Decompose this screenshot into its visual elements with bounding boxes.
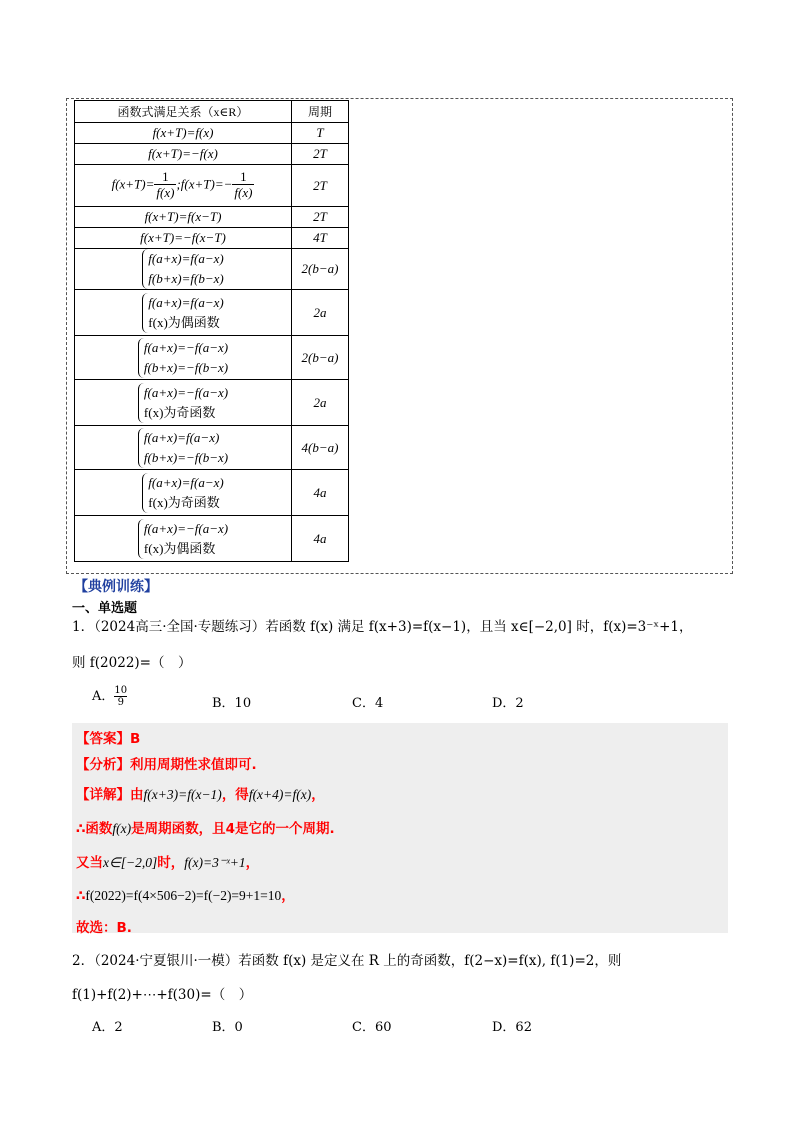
question-1-line-2: 则 f(2022)=（ ）: [72, 655, 192, 671]
choice-d[interactable]: D．2: [492, 696, 524, 711]
relation-cell: f(a+x)=−f(a−x) f(x)为奇函数: [75, 380, 292, 426]
relation-cell: f(a+x)=f(a−x) f(b+x)=f(b−x): [75, 249, 292, 290]
answer-line: 【答案】B: [76, 731, 141, 747]
detail-line-3: 又当x∈[−2,0]时，f(x)=3⁻ˣ+1，: [76, 855, 260, 871]
period-cell: 2T: [292, 165, 349, 207]
relation-cell: f(x+T)=−f(x−T): [75, 228, 292, 249]
choice-b[interactable]: B．10: [212, 696, 252, 711]
q2-choice-c[interactable]: C．60: [352, 1020, 392, 1035]
q2-choice-d[interactable]: D．62: [492, 1020, 532, 1035]
period-cell: 2(b−a): [292, 336, 349, 380]
period-cell: T: [292, 123, 349, 144]
question-1-line-1: 1．（2024高三·全国·专题练习）若函数 f(x) 满足 f(x+3)=f(x−1)，且当 x∈[−2,0] 时，f(x)=3⁻ˣ+1，: [72, 619, 693, 635]
period-cell: 2T: [292, 144, 349, 165]
q2-choice-b[interactable]: B．0: [212, 1020, 243, 1035]
relation-cell: f(x+T)= $\frac{1}{f(x)}$ ;f(x+T)=− $\frac{1}{f(x)}$: [75, 165, 292, 207]
relation-cell: f(a+x)=f(a−x) f(x)为奇函数: [75, 470, 292, 516]
period-cell: 2T: [292, 207, 349, 228]
period-cell: 2a: [292, 290, 349, 336]
period-cell: 4a: [292, 516, 349, 562]
period-cell: 4T: [292, 228, 349, 249]
detail-line-4: ∴f(2022)=f(4×506−2)=f(−2)=9+1=10，: [76, 888, 295, 904]
relation-cell: f(a+x)=−f(a−x) f(b+x)=−f(b−x): [75, 336, 292, 380]
relation-cell: f(x+T)=f(x−T): [75, 207, 292, 228]
relation-cell: f(a+x)=f(a−x) f(b+x)=−f(b−x): [75, 426, 292, 470]
period-table: [74, 100, 349, 562]
choice-c[interactable]: C．4: [352, 696, 384, 711]
subtitle: 一、单选题: [72, 601, 138, 616]
period-cell: 4a: [292, 470, 349, 516]
conclusion-line: 故选：B.: [76, 920, 132, 936]
header-relation: 函数式满足关系（x∈R）: [75, 101, 292, 123]
question-2-line-2: f(1)+f(2)+⋯+f(30)=（ ）: [72, 987, 253, 1003]
period-cell: 2(b−a): [292, 249, 349, 290]
relation-cell: f(x+T)=f(x): [75, 123, 292, 144]
header-period: 周期: [292, 101, 349, 123]
relation-cell: f(x+T)=−f(x): [75, 144, 292, 165]
question-2-line-1: 2．（2024·宁夏银川·一模）若函数 f(x) 是定义在 R 上的奇函数，f(2−x)=f(x), f(1)=2，则: [72, 953, 622, 969]
period-cell: 2a: [292, 380, 349, 426]
analysis-line: 【分析】利用周期性求值即可.: [76, 757, 257, 773]
detail-line-1: 【详解】由f(x+3)=f(x−1)，得f(x+4)=f(x)，: [76, 787, 325, 803]
relation-cell: f(a+x)=−f(a−x) f(x)为偶函数: [75, 516, 292, 562]
q2-choice-a[interactable]: A．2: [92, 1020, 123, 1035]
period-cell: 4(b−a): [292, 426, 349, 470]
relation-cell: f(a+x)=f(a−x) f(x)为偶函数: [75, 290, 292, 336]
choice-a[interactable]: A． $\frac{10}{9}$: [92, 685, 128, 708]
detail-line-2: ∴函数f(x)是周期函数，且4是它的一个周期.: [76, 821, 335, 837]
section-title: 【典例训练】: [74, 579, 158, 595]
